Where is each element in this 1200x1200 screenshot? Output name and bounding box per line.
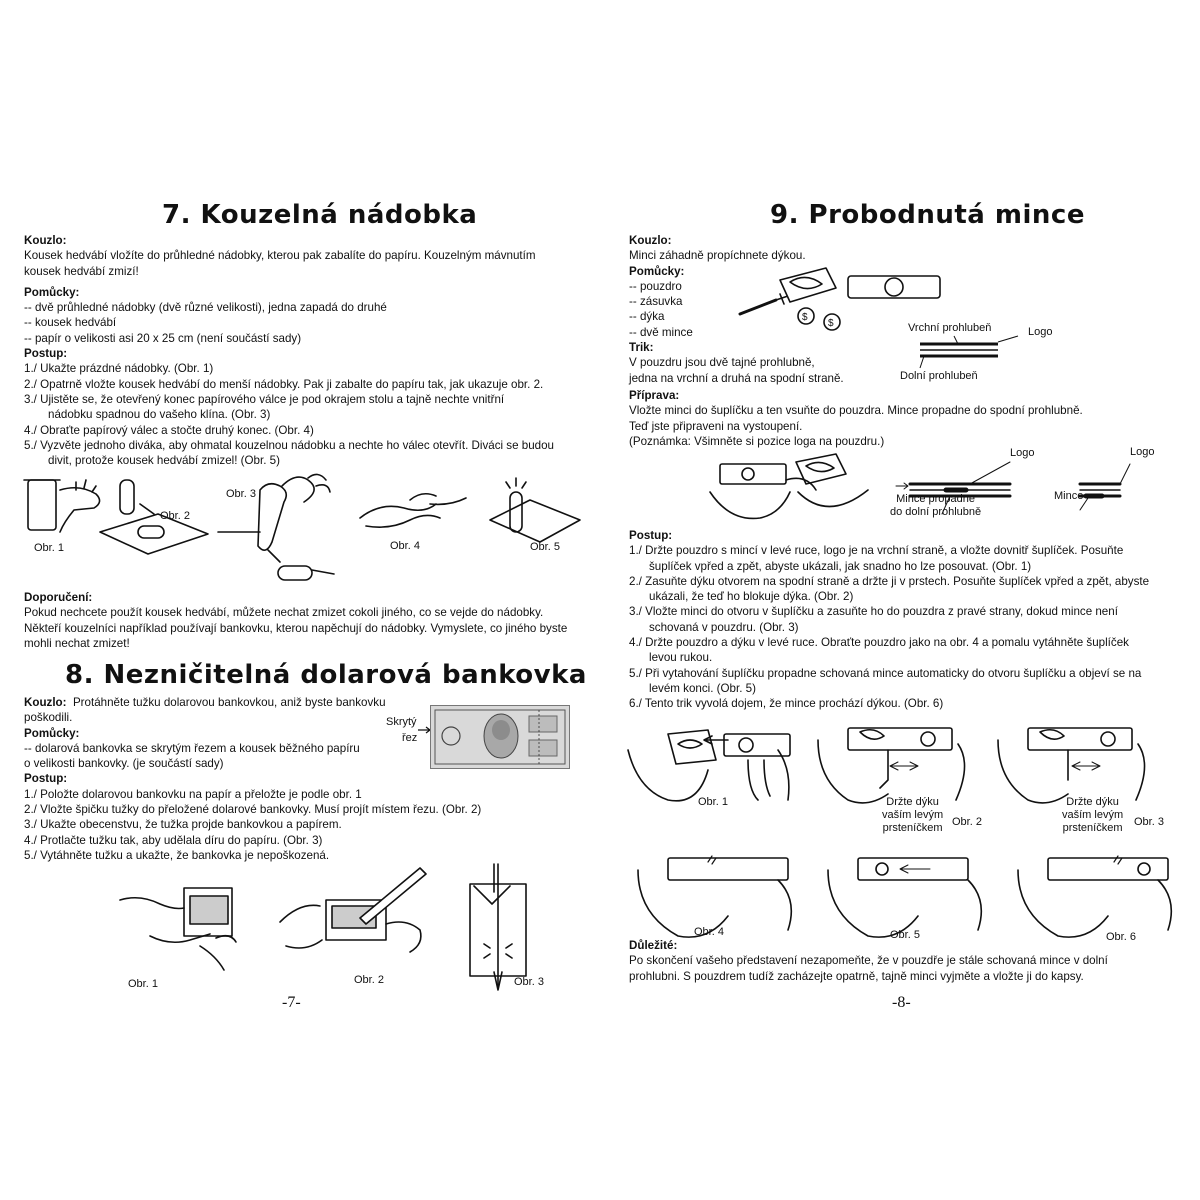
mince-propadne-line: do dolní prohlubně xyxy=(890,506,982,518)
fig-label: Obr. 6 xyxy=(1106,931,1136,943)
postup-step: schovaná v pouzdru. (Obr. 3) xyxy=(649,620,799,634)
dulezite-line: Po skončení vašeho představení nezapomeňte, že v pouzdře je stále schovaná mince v dolní xyxy=(629,954,1108,968)
section-8-illustration xyxy=(120,862,570,992)
trik-line: jedna na vrchní a druhá na spodní straně. xyxy=(629,371,844,385)
section-7-title: 7. Kouzelná nádobka xyxy=(162,200,478,230)
vrchni-label: Vrchní prohlubeň xyxy=(908,322,992,334)
fig-label: Obr. 1 xyxy=(128,978,158,990)
postup-step: 5./ Při vytahování šuplíčku propadne schovaná mince automaticky do otvoru šuplíčku a objeví se na xyxy=(629,666,1142,680)
postup-step: 1./ Držte pouzdro s mincí v levé ruce, logo je na vrchní straně, a vložte dovnitř šuplíček. Posuňte xyxy=(629,544,1124,558)
kouzlo-heading: Kouzlo: xyxy=(24,696,67,709)
postup-step: 4./ Držte pouzdro a dýku v levé ruce. Obraťte pouzdro jako na obr. 4 a pomalu vytáhněte šuplíček xyxy=(629,636,1129,650)
pomucky-item: -- kousek hedvábí xyxy=(24,316,117,330)
postup-step: divit, protože kousek hedvábí zmizel! (Obr. 5) xyxy=(48,454,280,468)
fig-label: Obr. 1 xyxy=(698,796,728,808)
postup-heading: Postup: xyxy=(24,347,68,361)
fig-label: Obr. 2 xyxy=(354,974,384,986)
kouzlo-line: poškodili. xyxy=(24,711,73,725)
dollar-bill-image xyxy=(430,705,570,769)
postup-illustrations xyxy=(628,720,1188,950)
kouzlo-line: Protáhněte tužku dolarovou bankovkou, aniž byste bankovku xyxy=(72,696,386,709)
pomucky-heading: Pomůcky: xyxy=(24,285,80,299)
postup-step: 6./ Tento trik vyvolá dojem, že mince prochází dýkou. (Obr. 6) xyxy=(629,697,944,711)
drzte-line: vaším levým xyxy=(882,809,944,821)
doporuceni-heading: Doporučení: xyxy=(24,591,93,604)
dulezite-line: prohlubni. S pouzdrem tudíž zacházejte opatrně, tajně minci vyjměte a vložte ji do kapsy. xyxy=(629,969,1084,983)
doporuceni-line: Někteří kouzelníci například používají bankovku, kterou napěchují do nádobky. Vymyslete, co jiného byste xyxy=(24,621,568,635)
pomucky-item: -- zásuvka xyxy=(629,295,683,309)
dulezite-block xyxy=(629,938,1175,984)
section-7-illustration xyxy=(20,470,580,600)
section-9-title: 9. Probodnutá mince xyxy=(770,200,1085,230)
priprava-line: Teď jste připraveni na vystoupení. xyxy=(629,419,803,433)
postup-step: 3./ Ujistěte se, že otevřený konec papírového válce je pod okrajem stolu a tajně nechte vnitřní xyxy=(24,392,505,406)
pomucky-item: -- pouzdro xyxy=(629,279,682,293)
kouzlo-line: kousek hedvábí zmizí! xyxy=(24,264,139,278)
postup-step: 5./ Vyzvěte jednoho diváka, aby ohmatal kouzelnou nádobku a nechte ho válec otevřít. Diváci se budou xyxy=(24,438,555,452)
fig-label: Obr. 3 xyxy=(1134,816,1164,828)
fig-label: Obr. 2 xyxy=(160,510,190,522)
postup-step: levém konci. (Obr. 5) xyxy=(649,681,756,695)
pomucky-heading: Pomůcky: xyxy=(24,726,80,740)
logo-label: Logo xyxy=(1010,447,1035,459)
postup-step: 3./ Vložte minci do otvoru v šuplíčku a zasuňte ho do pouzdra z pravé strany, dokud mince není xyxy=(629,605,1118,619)
priprava-line: Vložte minci do šuplíčku a ten vsuňte do pouzdra. Mince propadne do spodní prohlubně. xyxy=(629,404,1083,418)
doporuceni-block xyxy=(24,590,576,651)
case-cross-section xyxy=(918,336,1008,370)
postup-step: šuplíček vpřed a zpět, abyste ukázali, jak snadno ho lze posouvat. (Obr. 1) xyxy=(649,559,1032,573)
postup-heading: Postup: xyxy=(629,529,673,542)
pomucky-heading: Pomůcky: xyxy=(629,264,685,278)
postup-step: 1./ Ukažte prázdné nádobky. (Obr. 1) xyxy=(24,362,214,376)
rez-label: řez xyxy=(402,732,418,744)
pomucky-item: -- dýka xyxy=(629,310,665,324)
postup-step: 2./ Opatrně vložte kousek hedvábí do menší nádobky. Pak ji zabalte do papíru tak, jak ukazuje obr. 2. xyxy=(24,377,544,391)
postup-step: 2./ Zasuňte dýku otvorem na spodní straně a držte ji v prstech. Posuňte šuplíček vpřed a zpět, abyste xyxy=(629,574,1150,588)
kouzlo-heading: Kouzlo: xyxy=(24,234,67,247)
svg-text:$: $ xyxy=(828,318,834,329)
pomucky-item: -- dolarová bankovka se skrytým řezem a kousek běžného papíru xyxy=(24,741,360,755)
logo-label: Logo xyxy=(1028,326,1053,338)
kouzlo-line: Minci záhadně propíchnete dýkou. xyxy=(629,249,806,263)
mince-label: Mince xyxy=(1054,490,1084,502)
doporuceni-line: mohli nechat zmizet! xyxy=(24,636,130,650)
kouzlo-heading: Kouzlo: xyxy=(629,234,672,247)
priprava-heading: Příprava: xyxy=(629,389,680,402)
postup-heading: Postup: xyxy=(24,772,68,786)
page-number: -7- xyxy=(282,994,301,1011)
drzte-label xyxy=(882,796,943,835)
kouzlo-line: Kousek hedvábí vložíte do průhledné nádobky, kterou pak zabalíte do papíru. Kouzelným mávnutím xyxy=(24,249,536,263)
pomucky-item: o velikosti bankovky. (je součástí sady) xyxy=(24,757,224,771)
doporuceni-line: Pokud nechcete použít kousek hedvábí, můžete nechat zmizet cokoli jiného, co se vejde do nádobky. xyxy=(24,606,544,620)
page-right xyxy=(600,0,1200,1200)
fig-label: Obr. 5 xyxy=(890,929,920,941)
pomucky-item: -- papír o velikosti asi 20 x 25 cm (není součástí sady) xyxy=(24,331,302,345)
postup-step: 4./ Protlačte tužku tak, aby udělala díru do papíru. (Obr. 3) xyxy=(24,833,323,847)
postup-step: 4./ Obraťte papírový válec a stočte druhý konec. (Obr. 4) xyxy=(24,423,314,437)
trik-line: V pouzdru jsou dvě tajné prohlubně, xyxy=(629,356,815,370)
postup-step: 2./ Vložte špičku tužky do přeložené dolarové bankovky. Musí projít místem řezu. (Obr. 2) xyxy=(24,803,482,817)
postup-step: levou rukou. xyxy=(649,651,713,665)
section-8-text xyxy=(24,695,482,863)
drzte-line: prsteníčkem xyxy=(1062,822,1123,834)
postup-step: 3./ Ukažte obecenstvu, že tužka projde bankovkou a papírem. xyxy=(24,818,342,832)
skryty-label: Skrytý xyxy=(386,716,417,728)
fig-label: Obr. 3 xyxy=(514,976,544,988)
dolni-label: Dolní prohlubeň xyxy=(900,370,978,382)
logo-label: Logo xyxy=(1130,446,1155,458)
drzte-label xyxy=(1062,796,1123,835)
postup-step: 5./ Vytáhněte tužku a ukažte, že bankovka je nepoškozená. xyxy=(24,848,330,862)
postup-step: ukázali, že teď ho blokuje dýka. (Obr. 2) xyxy=(649,590,854,604)
pomucky-item: -- dvě mince xyxy=(629,325,693,339)
dulezite-heading: Důležité: xyxy=(629,939,678,952)
priprava-line: (Poznámka: Všimněte si pozice loga na pouzdru.) xyxy=(629,434,885,448)
page-number: -8- xyxy=(892,994,911,1011)
pomucky-item: -- dvě průhledné nádobky (dvě různé velikosti), jedna zapadá do druhé xyxy=(24,301,387,315)
fig-label: Obr. 2 xyxy=(952,816,982,828)
drzte-line: vaším levým xyxy=(1062,809,1124,821)
priprava-block xyxy=(629,388,1169,449)
mince-propadne-label xyxy=(890,493,981,519)
mince-propadne-line: Mince propadne xyxy=(896,493,976,505)
fig-label: Obr. 3 xyxy=(226,488,256,500)
postup-step: nádobku spadnou do vašeho klína. (Obr. 3) xyxy=(48,408,271,422)
svg-text:$: $ xyxy=(802,312,808,323)
drzte-line: Držte dýku xyxy=(886,796,939,808)
postup-block xyxy=(629,528,1175,712)
drzte-line: Držte dýku xyxy=(1066,796,1119,808)
trik-heading: Trik: xyxy=(629,341,654,355)
postup-step: 1./ Položte dolarovou bankovku na papír a přeložte je podle obr. 1 xyxy=(24,787,362,801)
section-8-title: 8. Nezničitelná dolarová bankovka xyxy=(65,660,587,690)
fig-label: Obr. 4 xyxy=(694,926,724,938)
section-7-text xyxy=(24,233,576,468)
drzte-line: prsteníčkem xyxy=(882,822,943,834)
fig-label: Obr. 1 xyxy=(34,542,64,554)
fig-label: Obr. 4 xyxy=(390,540,420,552)
fig-label: Obr. 5 xyxy=(530,541,560,553)
priprava-illustration xyxy=(710,452,1190,532)
